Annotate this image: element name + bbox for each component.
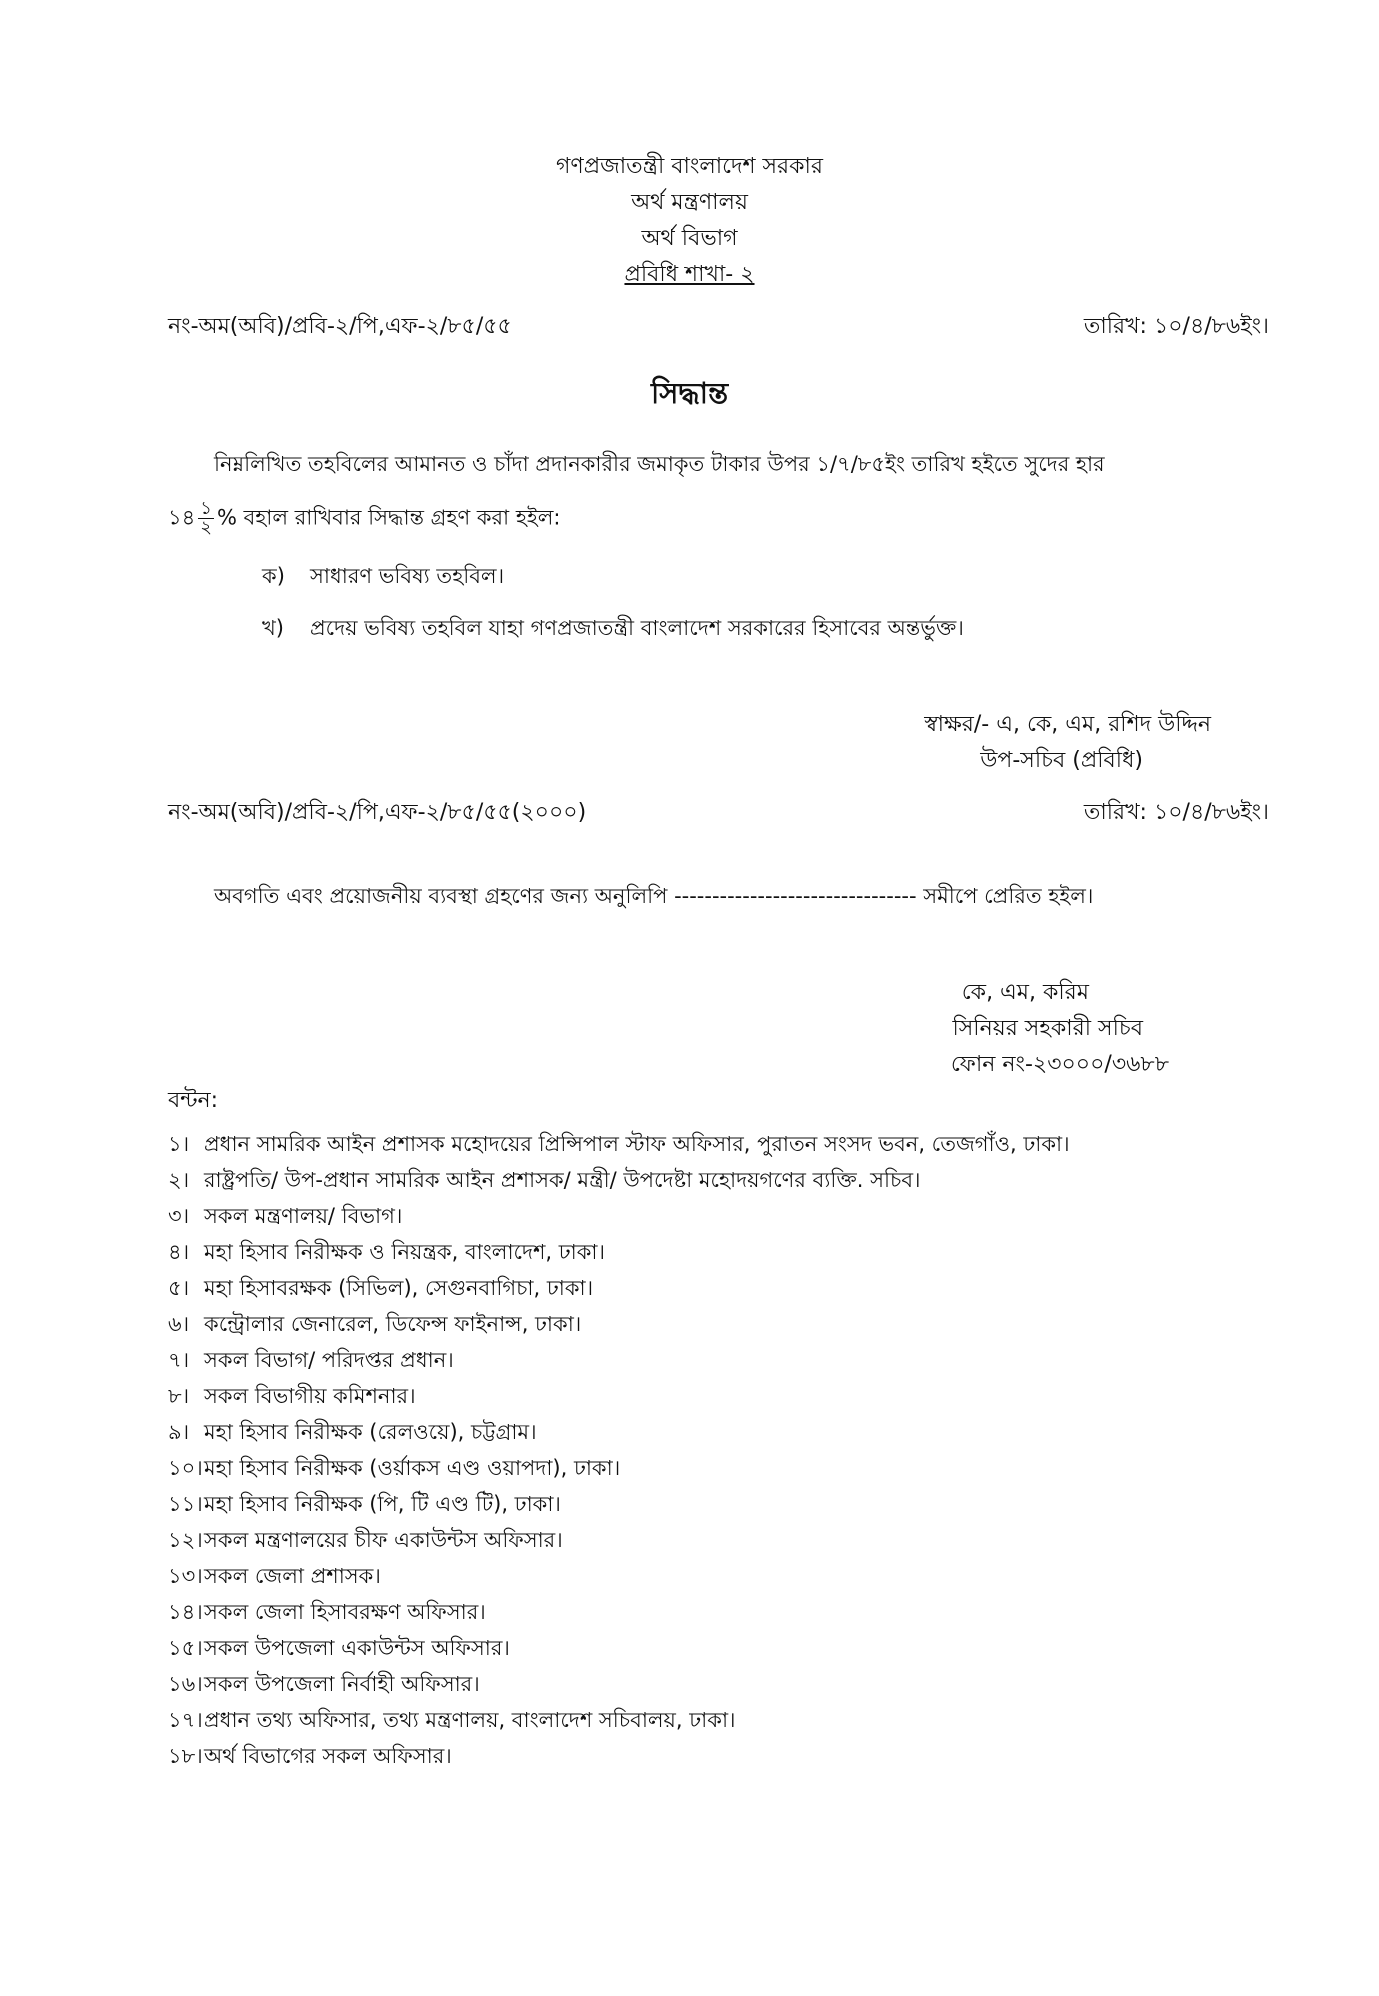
list-item-number: ৭। <box>168 1348 190 1372</box>
rate-numerator: ১ <box>200 498 212 519</box>
decision-item <box>262 616 964 641</box>
list-item-text: মহা হিসাব নিরীক্ষক (পি, টি এণ্ড টি), ঢাকা। <box>204 1492 561 1516</box>
list-item-text: সকল জেলা প্রশাসক। <box>204 1564 381 1588</box>
signature2-name: কে, এম, করিম <box>961 980 1089 1005</box>
list-item-number: ৩। <box>168 1204 190 1228</box>
list-item-text: মহা হিসাব নিরীক্ষক (ওর্য়াকস এণ্ড ওয়াপদা), ঢাকা। <box>204 1456 621 1480</box>
copy-note: অবগতি এবং প্রয়োজনীয় ব্যবস্থা গ্রহণের জন্য অনুলিপি -------------------------------- সমীপে প্রেরিত হইল। <box>214 884 1094 908</box>
distribution-title: বন্টন: <box>168 1088 219 1113</box>
decision-item-label: খ) <box>262 616 284 640</box>
list-item-number: ১৬। <box>168 1672 203 1696</box>
list-item <box>168 1558 1070 1594</box>
decision-item-text: সাধারণ ভবিষ্য তহবিল। <box>310 564 505 588</box>
list-item-number: ১১। <box>168 1492 203 1516</box>
list-item-text: সকল উপজেলা একাউন্টস অফিসার। <box>204 1636 510 1660</box>
list-item <box>168 1234 1070 1270</box>
memo-number: নং-অম(অবি)/প্রবি-২/পি,এফ-২/৮৫/৫৫ <box>168 314 512 339</box>
list-item-number: ১। <box>168 1132 190 1156</box>
header-ministry: অর্থ মন্ত্রণালয় <box>631 190 748 215</box>
list-item <box>168 1594 1070 1630</box>
list-item-text: সকল জেলা হিসাবরক্ষণ অফিসার। <box>204 1600 486 1624</box>
list-item <box>168 1306 1070 1342</box>
list-item <box>168 1702 1070 1738</box>
list-item-text: সকল মন্ত্রণালয়/ বিভাগ। <box>204 1204 403 1228</box>
list-item-text: প্রধান তথ্য অফিসার, তথ্য মন্ত্রণালয়, বাংলাদেশ সচিবালয়, ঢাকা। <box>204 1708 736 1732</box>
rate-whole: ১৪ <box>168 505 196 530</box>
list-item-number: ১৫। <box>168 1636 203 1660</box>
list-item-text: মহা হিসাবরক্ষক (সিভিল), সেগুনবাগিচা, ঢাকা। <box>204 1276 594 1300</box>
list-item-number: ১২। <box>168 1528 203 1552</box>
list-item <box>168 1738 1070 1774</box>
decision-line2 <box>168 500 561 537</box>
list-item <box>168 1414 1070 1450</box>
list-item <box>168 1522 1070 1558</box>
list-item-number: ১৮। <box>168 1744 203 1768</box>
list-item-number: ১৭। <box>168 1708 203 1732</box>
signature1-name: স্বাক্ষর/- এ, কে, এম, রশিদ উদ্দিন <box>924 712 1211 737</box>
list-item-number: ৯। <box>168 1420 190 1444</box>
decision-item-label: ক) <box>262 564 285 588</box>
memo2-date: তারিখ: ১০/৪/৮৬ইং। <box>1083 800 1269 825</box>
memo2-number: নং-অম(অবি)/প্রবি-২/পি,এফ-২/৮৫/৫৫(২০০০) <box>168 800 587 825</box>
list-item-text: রাষ্ট্রপতি/ উপ-প্রধান সামরিক আইন প্রশাসক/ মন্ত্রী/ উপদেষ্টা মহোদয়গণের ব্যক্তি. সচিব। <box>204 1168 921 1192</box>
memo-date: তারিখ: ১০/৪/৮৬ইং। <box>1083 314 1269 339</box>
list-item <box>168 1162 1070 1198</box>
list-item-text: সকল মন্ত্রণালয়ের চীফ একাউন্টস অফিসার। <box>204 1528 563 1552</box>
list-item <box>168 1486 1070 1522</box>
list-item-text: মহা হিসাব নিরীক্ষক ও নিয়ন্ত্রক, বাংলাদেশ, ঢাকা। <box>204 1240 606 1264</box>
list-item-number: ১৪। <box>168 1600 203 1624</box>
signature1-designation: উপ-সচিব (প্রবিধি) <box>980 748 1143 773</box>
list-item <box>168 1450 1070 1486</box>
list-item-number: ২। <box>168 1168 190 1192</box>
decision-line2-text: % বহাল রাখিবার সিদ্ধান্ত গ্রহণ করা হইল: <box>216 505 561 530</box>
decision-item-text: প্রদেয় ভবিষ্য তহবিল যাহা গণপ্রজাতন্ত্রী বাংলাদেশ সরকারের হিসাবের অন্তর্ভুক্ত। <box>310 616 964 640</box>
list-item <box>168 1270 1070 1306</box>
list-item-number: ১০। <box>168 1456 203 1480</box>
list-item-number: ৮। <box>168 1384 190 1408</box>
header-government: গণপ্রজাতন্ত্রী বাংলাদেশ সরকার <box>555 154 824 179</box>
decision-item <box>262 564 504 589</box>
header-branch: প্রবিধি শাখা- ২ <box>624 262 755 287</box>
signature2-phone: ফোন নং-২৩০০০/৩৬৮৮ <box>950 1052 1169 1077</box>
list-item-number: ৪। <box>168 1240 190 1264</box>
list-item-number: ৫। <box>168 1276 190 1300</box>
list-item <box>168 1378 1070 1414</box>
list-item-text: সকল বিভাগীয় কমিশনার। <box>204 1384 416 1408</box>
distribution-list <box>168 1126 1070 1774</box>
list-item <box>168 1342 1070 1378</box>
rate-denominator: ২ <box>200 517 212 538</box>
list-item-text: অর্থ বিভাগের সকল অফিসার। <box>204 1744 452 1768</box>
decision-title: সিদ্ধান্ত <box>650 376 729 410</box>
list-item <box>168 1630 1070 1666</box>
list-item-text: সকল উপজেলা নির্বাহী অফিসার। <box>204 1672 480 1696</box>
list-item-number: ৬। <box>168 1312 190 1336</box>
header-division: অর্থ বিভাগ <box>641 226 738 251</box>
list-item-text: সকল বিভাগ/ পরিদপ্তর প্রধান। <box>204 1348 454 1372</box>
signature2-designation: সিনিয়র সহকারী সচিব <box>952 1016 1143 1041</box>
list-item-text: প্রধান সামরিক আইন প্রশাসক মহোদয়ের প্রিন্সিপাল স্টাফ অফিসার, পুরাতন সংসদ ভবন, তেজগাঁও, ঢাকা। <box>204 1132 1070 1156</box>
list-item <box>168 1198 1070 1234</box>
list-item-text: মহা হিসাব নিরীক্ষক (রেলওয়ে), চট্টগ্রাম। <box>204 1420 537 1444</box>
rate-fraction <box>198 500 214 537</box>
decision-line1: নিম্নলিখিত তহবিলের আমানত ও চাঁদা প্রদানকারীর জমাকৃত টাকার উপর ১/৭/৮৫ইং তারিখ হইতে সুদের হার <box>214 452 1105 476</box>
list-item-text: কন্ট্রোলার জেনারেল, ডিফেন্স ফাইনান্স, ঢাকা। <box>204 1312 582 1336</box>
list-item <box>168 1666 1070 1702</box>
list-item <box>168 1126 1070 1162</box>
list-item-number: ১৩। <box>168 1564 203 1588</box>
